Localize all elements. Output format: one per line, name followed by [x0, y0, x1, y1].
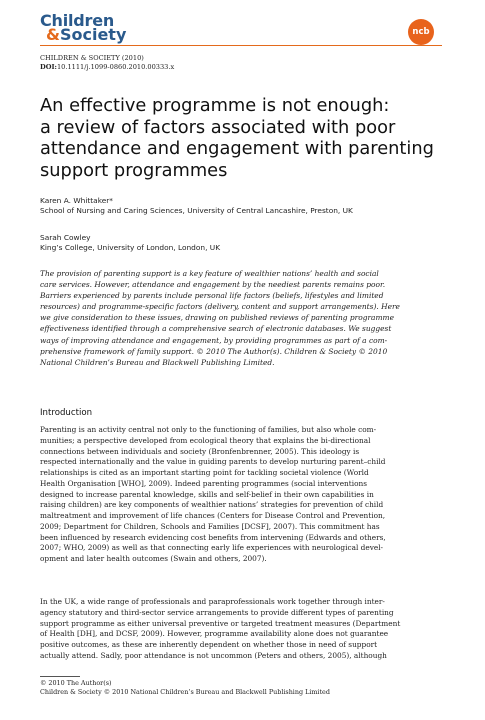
ncb-badge-icon: ncb [408, 19, 434, 45]
abstract [40, 268, 442, 368]
paragraph-line: maltreatment and improvement of life chances (Centers for Disease Control and Prevention, [40, 511, 386, 520]
logo-society-text: Society [59, 25, 127, 44]
paragraph-line: Health Organisation [WHO], 2009). Indeed parenting programmes (social interventions [40, 478, 368, 488]
page-footer [40, 679, 330, 696]
article-title [40, 95, 460, 181]
paragraph-line: raising children) are key components of wealthier nations’ strategies for prevention of child [40, 500, 384, 510]
author-affiliation: King’s College, University of London, London, UK [40, 243, 221, 252]
paragraph-line: opment and later health outcomes (Swain and others, 2007). [40, 554, 267, 563]
logo-rule [40, 45, 442, 46]
paragraph-line: been influenced by research evidencing cost benefits from intervening (Edwards and others, [40, 532, 386, 542]
footer-copyright: © 2010 The Author(s) [40, 679, 112, 687]
paragraph-line: Parenting is an activity central not only to the functioning of families, but also whole com- [40, 425, 377, 434]
paragraph-line: of Health [DH], and DCSF, 2009). However, programme availability alone does not guarantee [40, 629, 389, 639]
paragraph-line: actually attend. Sadly, poor attendance is not uncommon (Peters and others, 2005), although [40, 650, 387, 660]
paragraph-line: 2007; WHO, 2009) as well as that connecting early life experiences with neurological devel- [40, 543, 384, 553]
paragraph-line: In the UK, a wide range of professionals and paraprofessionals work together through inter- [40, 597, 385, 606]
abstract-line: effectiveness identified through a comprehensive search of electronic databases. We suggest [40, 324, 392, 334]
paragraph-line: support programme as either universal preventive or targeted treatment measures (Department [40, 618, 401, 628]
journal-name: CHILDREN & SOCIETY (2010) [40, 54, 144, 62]
logo-word-society [46, 27, 126, 43]
paragraph-line: agency statutory and third-sector service arrangements to provide different types of parenting [40, 607, 394, 617]
abstract-line: National Children’s Bureau and Blackwell Publishing Limited. [40, 357, 275, 367]
title-line: attendance and engagement with parenting [40, 138, 434, 159]
paragraph-line: designed to increase parental knowledge, skills and self-belief in their own capabilities in [40, 489, 374, 499]
paragraph-line: positive outcomes, as these are inherently dependent on whether those in need of support [40, 640, 378, 649]
footer-journal-copyright: Children & Society © 2010 National Children’s Bureau and Blackwell Publishing Limited [40, 687, 330, 696]
journal-logo [40, 13, 440, 45]
title-line: An effective programme is not enough: [40, 95, 390, 116]
author-name: Karen A. Whittaker* [40, 196, 113, 205]
paragraph-line: connections between individuals and society (Bronfenbrenner, 2005). This ideology is [40, 446, 360, 456]
paragraph-line: 2009; Department for Children, Schools and Families [DCSF], 2007). This commitment has [40, 521, 380, 531]
logo-ampersand: & [46, 25, 60, 44]
paragraph-line: munities; a perspective developed from ecological theory that explains the bi-directional [40, 435, 371, 445]
author-block-2 [40, 233, 220, 253]
doi-line [40, 63, 174, 72]
journal-info [40, 54, 174, 71]
title-line: support programmes [40, 159, 228, 181]
abstract-line: care services. However, attendance and engagement by the neediest parents remains poor. [40, 280, 386, 290]
paragraph-2 [40, 597, 444, 662]
abstract-line: The provision of parenting support is a key feature of wealthier nations’ health and social [40, 269, 379, 278]
title-line: a review of factors associated with poor [40, 116, 396, 138]
author-affiliation: School of Nursing and Caring Sciences, University of Central Lancashire, Preston, UK [40, 206, 353, 215]
doi-value[interactable]: 10.1111/j.1099-0860.2010.00333.x [56, 62, 175, 71]
doi-label: DOI: [40, 62, 57, 71]
abstract-line: Barriers experienced by parents include personal life factors (beliefs, lifestyles and limited [40, 291, 384, 301]
abstract-line: we give consideration to these issues, drawing on published reviews of parenting programme [40, 313, 394, 323]
paragraph-line: respected internationally and the value in guiding parents to develop nurturing parent–child [40, 457, 386, 467]
author-name: Sarah Cowley [40, 233, 91, 242]
abstract-line: ways of improving attendance and engagement, by providing programmes as part of a com- [40, 335, 388, 345]
paragraph-line: relationships is cited as an important starting point for tackling societal violence (World [40, 468, 369, 477]
abstract-line: prehensive framework of family support. © 2010 The Author(s). Children & Society © 2010 [40, 346, 388, 356]
author-block-1 [40, 196, 353, 216]
abstract-line: resources) and programme-specific factors (delivery, content and support arrangements). Here [40, 302, 400, 312]
logo-word-children: Children [40, 11, 115, 30]
paragraph-1 [40, 425, 444, 565]
section-heading-introduction: Introduction [40, 408, 93, 418]
footer-rule [40, 676, 80, 677]
